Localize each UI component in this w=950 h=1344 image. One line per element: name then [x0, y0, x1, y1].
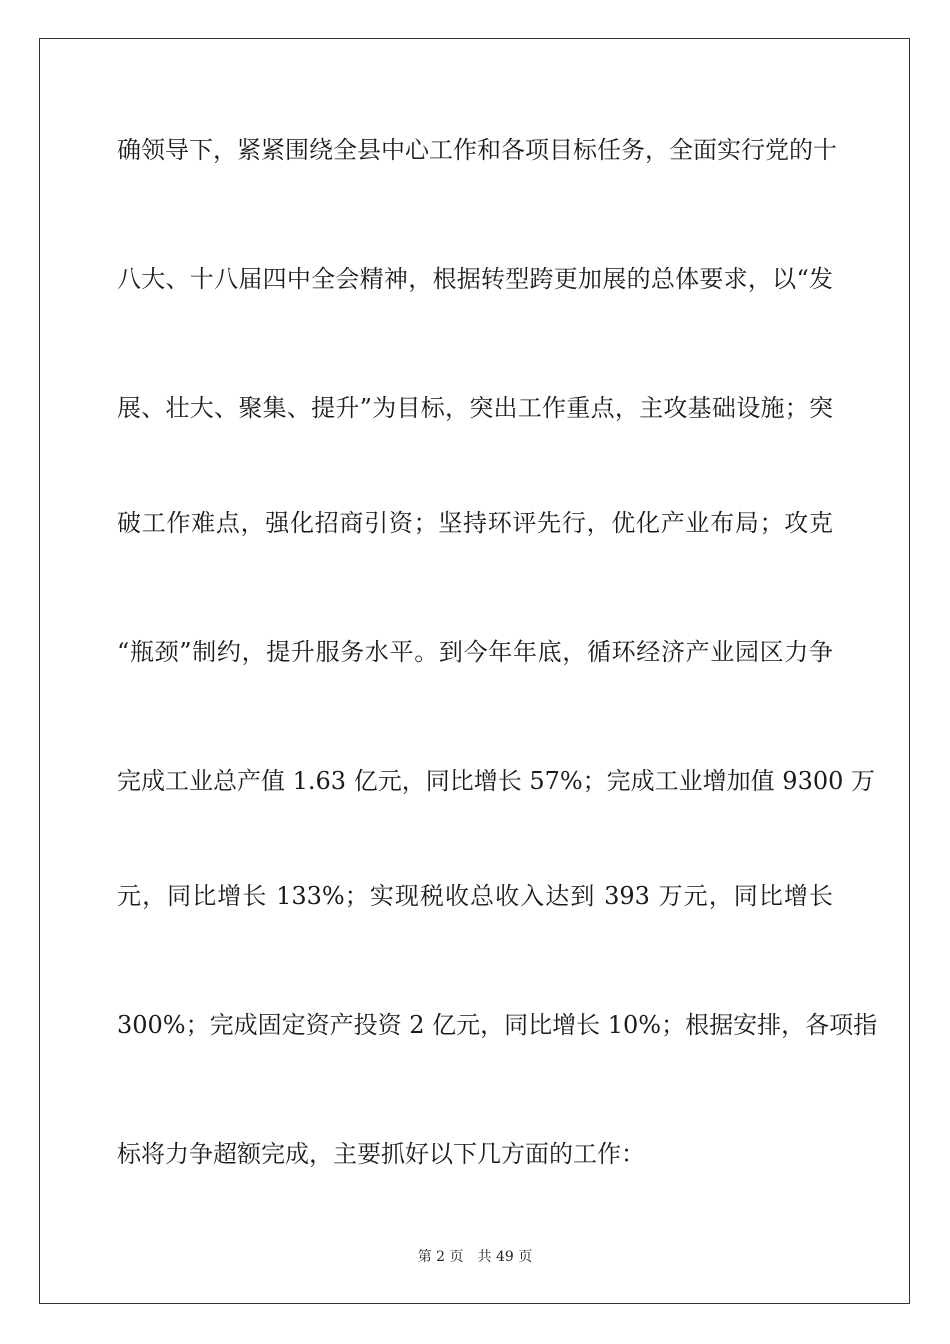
body-text-line: 完成工业总产值 1.63 亿元，同比增长 57%；完成工业增加值 9300 万	[117, 767, 876, 795]
body-text-line: 展、壮大、聚集、提升”为目标，突出工作重点，主攻基础设施；突	[117, 394, 833, 422]
body-text-line: 确领导下，紧紧围绕全县中心工作和各项目标任务，全面实行党的十	[117, 136, 837, 164]
page-border	[39, 38, 910, 1304]
body-text-line: 八大、十八届四中全会精神，根据转型跨更加展的总体要求，以“发	[117, 265, 833, 293]
body-text-line: 元，同比增长 133%；实现税收总收入达到 393 万元，同比增长	[117, 882, 833, 910]
body-text-line: 标将力争超额完成，主要抓好以下几方面的工作：	[117, 1140, 645, 1168]
body-text-line: “瓶颈”制约，提升服务水平。到今年年底，循环经济产业园区力争	[117, 638, 833, 666]
body-text-line: 破工作难点，强化招商引资；坚持环评先行，优化产业布局；攻克	[117, 509, 833, 537]
body-text-line: 300%；完成固定资产投资 2 亿元，同比增长 10%；根据安排，各项指	[117, 1011, 878, 1039]
page-number-footer: 第 2 页 共 49 页	[417, 1249, 533, 1265]
